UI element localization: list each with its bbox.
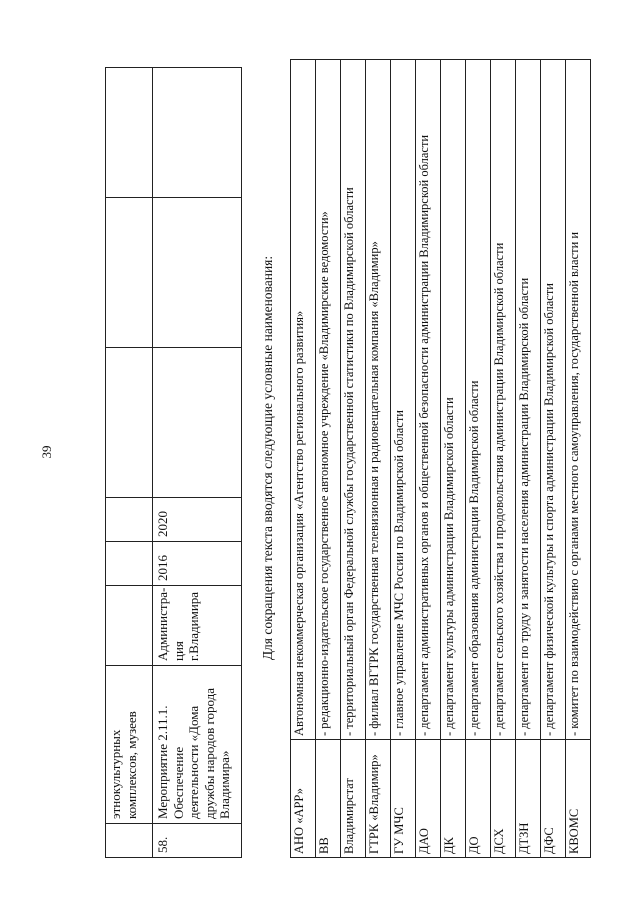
abbreviation: ГТРК «Владимир» (366, 740, 391, 858)
executor (106, 586, 153, 666)
row-number (106, 824, 153, 858)
abbreviation: ВВ (316, 740, 341, 858)
cell-8 (106, 68, 153, 198)
abbreviation: ДАО (416, 740, 441, 858)
abbreviations-table (290, 59, 591, 858)
abbreviation-row (391, 60, 416, 858)
abbreviation: Владимирстат (341, 740, 366, 858)
abbreviations-caption: Для сокращения текста вводятся следующие условные наименования: (260, 255, 275, 661)
abbreviation-definition: - комитет по взаимодействию с органами местного самоуправления, государственной власти и (566, 60, 591, 740)
abbreviation-definition: - департамент образования администрации Владимирской области (466, 60, 491, 740)
abbreviation-definition: Автономная некоммерческая организация «Агентство регионального развития» (291, 60, 316, 740)
abbreviation: КВОМС (566, 740, 591, 858)
table-row (106, 68, 153, 858)
table-row (153, 68, 242, 858)
cell-6 (106, 348, 153, 498)
cell-7 (153, 198, 242, 348)
abbreviation-definition: - главное управление МЧС России по Владимирской области (391, 60, 416, 740)
abbreviation: ДК (441, 740, 466, 858)
abbreviation: ГУ МЧС (391, 740, 416, 858)
end-year: 2020 (153, 498, 242, 542)
end-year (106, 498, 153, 542)
abbreviation: ДО (466, 740, 491, 858)
page-number: 39 (39, 445, 54, 459)
abbreviation-definition: - департамент по труду и занятости населения администрации Владимирской области (516, 60, 541, 740)
abbreviation-row (341, 60, 366, 858)
row-number: 58. (153, 824, 242, 858)
abbreviation-row (566, 60, 591, 858)
abbreviation-row (316, 60, 341, 858)
abbreviation-row (491, 60, 516, 858)
abbreviation-definition: - редакционно-издательское государственное автономное учреждение «Владимирские ведомости» (316, 60, 341, 740)
abbreviation: ДСХ (491, 740, 516, 858)
abbreviation-definition: - территориальный орган Федеральной службы государственной статистики по Владимирской области (341, 60, 366, 740)
cell-6 (153, 348, 242, 498)
abbreviation-row (291, 60, 316, 858)
abbreviation-row (466, 60, 491, 858)
abbreviation-row (416, 60, 441, 858)
cell-7 (106, 198, 153, 348)
abbreviation: ДФС (541, 740, 566, 858)
abbreviation-row (516, 60, 541, 858)
abbreviation-definition: - департамент сельского хозяйства и продовольствия администрации Владимирской области (491, 60, 516, 740)
abbreviation-definition: - филиал ВГТРК государственная телевизионная и радиовещательная компания «Владимир» (366, 60, 391, 740)
abbreviation: АНО «АРР» (291, 740, 316, 858)
abbreviation-row (541, 60, 566, 858)
activity-name: этнокультурных комплексов, музеев (106, 666, 153, 824)
start-year: 2016 (153, 542, 242, 586)
abbreviation-definition: - департамент административных органов и общественной безопасности администрации Владимирской области (416, 60, 441, 740)
abbreviation: ДТЗН (516, 740, 541, 858)
rotated-page-content (85, 58, 640, 858)
start-year (106, 542, 153, 586)
activity-name: Мероприятие 2.11.1. Обеспечение деятельности «Дома дружбы народов города Владимира» (153, 666, 242, 824)
program-table (105, 67, 242, 858)
abbreviation-definition: - департамент физической культуры и спорта администрации Владимирской области (541, 60, 566, 740)
cell-8 (153, 68, 242, 198)
executor: Администра-ция г.Владимира (153, 586, 242, 666)
abbreviation-definition: - департамент культуры администрации Владимирской области (441, 60, 466, 740)
abbreviation-row (366, 60, 391, 858)
abbreviation-row (441, 60, 466, 858)
